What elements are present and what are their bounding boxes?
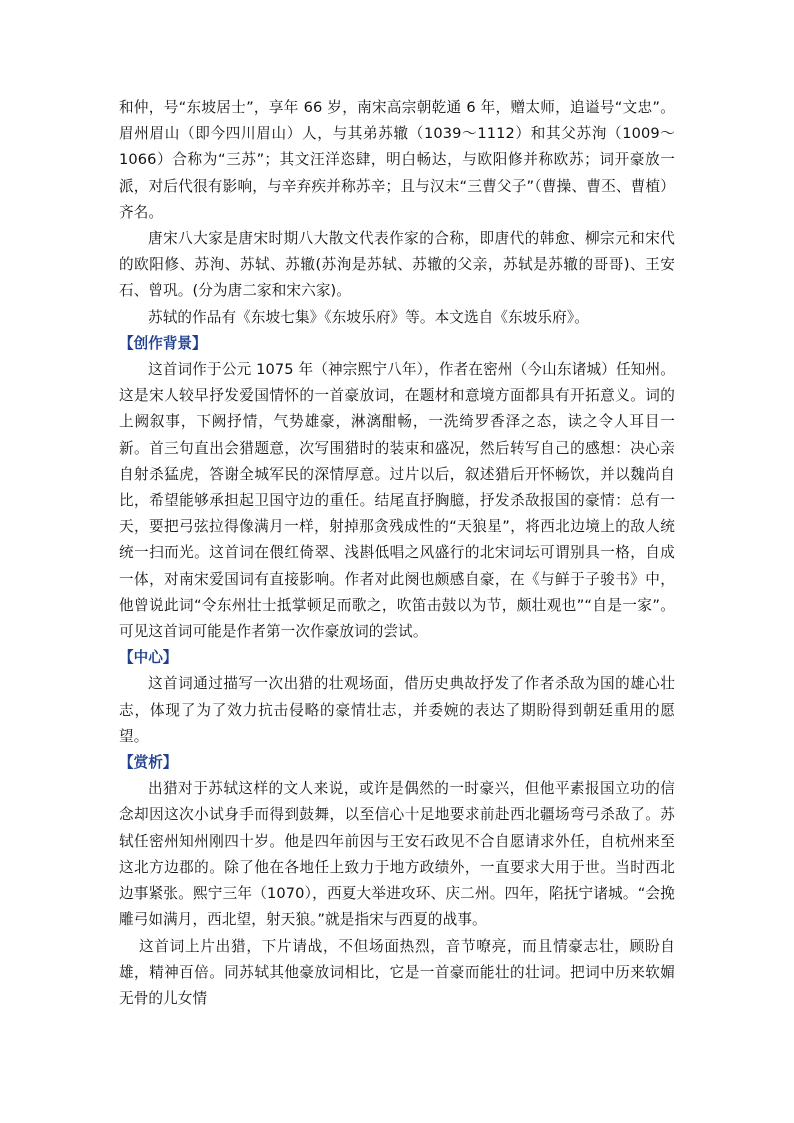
appreciation-paragraph-2: 这首词上片出猎，下片请战，不但场面热烈，音节嘹亮，而且情豪志壮，顾盼自雄，精神百倍。同苏轼其他豪放词相比，它是一首豪而能壮的壮词。把词中历来软媚无骨的儿女情 (119, 937, 675, 1007)
background-paragraph: 这首词作于公元 1075 年（神宗熙宁八年），作者在密州（今山东诸城）任知州。这是宋人较早抒发爱国情怀的一首豪放词，在题材和意境方面都具有开拓意义。词的上阙叙事，下阙抒情，气势雄豪，淋漓酣畅，一洗绮罗香泽之态，读之令人耳目一新。首三句直出会猎题意，次写围猎时的装束和盛况，然后转写自己的感想：决心亲自射杀猛虎，答谢全城军民的深情厚意。过片以后，叙述猎后开怀畅饮，并以魏尚自比，希望能够承担起卫国守边的重任。结尾直抒胸臆，抒发杀敌报国的豪情：总有一天，要把弓弦拉得像满月一样，射掉那贪残成性的“天狼星”，将西北边境上的敌人统统一扫而光。这首词在偎红倚翠、浅斟低唱之风盛行的北宋词坛可谓别具一格，自成一体，对南宋爱国词有直接影响。作者对此阕也颇感自豪，在《与鲜于子骏书》中，他曾说此词“令东州壮士抵掌顿足而歌之，吹笛击鼓以为节，颇壮观也”“自是一家”。可见这首词可能是作者第一次作豪放词的尝试。 (119, 361, 675, 641)
section-heading-background: 【创作背景】 (119, 334, 207, 352)
section-heading-appreciation: 【赏析】 (119, 754, 178, 772)
document-page (119, 95, 675, 1012)
author-bio-paragraph: 和仲，号“东坡居士”，享年 66 岁，南宋高宗朝乾通 6 年，赠太师，追谥号“文忠”。眉州眉山（即今四川眉山）人，与其弟苏辙（1039～1112）和其父苏洵（1009～1066）合称为“三苏”；其文汪洋恣肆，明白畅达，与欧阳修并称欧苏；词开豪放一派，对后代很有影响，与辛弃疾并称苏辛；且与汉末“三曹父子”（曹操、曹丕、曹植）齐名。 (119, 99, 675, 221)
eight-masters-paragraph: 唐宋八大家是唐宋时期八大散文代表作家的合称，即唐代的韩愈、柳宗元和宋代的欧阳修、苏洵、苏轼、苏辙(苏洵是苏轼、苏辙的父亲，苏轼是苏辙的哥哥)、王安石、曾巩。(分为唐二家和宋六家)。 (119, 230, 675, 300)
center-paragraph: 这首词通过描写一次出猎的壮观场面，借历史典故抒发了作者杀敌为国的雄心壮志，体现了为了效力抗击侵略的豪情壮志，并委婉的表达了期盼得到朝廷重用的愿望。 (119, 675, 675, 745)
appreciation-paragraph-1: 出猎对于苏轼这样的文人来说，或许是偶然的一时豪兴，但他平素报国立功的信念却因这次小试身手而得到鼓舞，以至信心十足地要求前赴西北疆场弯弓杀敌了。苏轼任密州知州刚四十岁。他是四年前因与王安石政见不合自愿请求外任，自杭州来至这北方边郡的。除了他在各地任上致力于地方政绩外，一直要求大用于世。当时西北边事紧张。熙宁三年（1070），西夏大举进攻环、庆二州。四年，陷抚宁诸城。“会挽雕弓如满月，西北望，射天狼。”就是指宋与西夏的战事。 (119, 780, 675, 929)
works-paragraph: 苏轼的作品有《东坡七集》《东坡乐府》等。本文选自《东坡乐府》。 (148, 308, 589, 326)
section-heading-center: 【中心】 (119, 649, 178, 667)
